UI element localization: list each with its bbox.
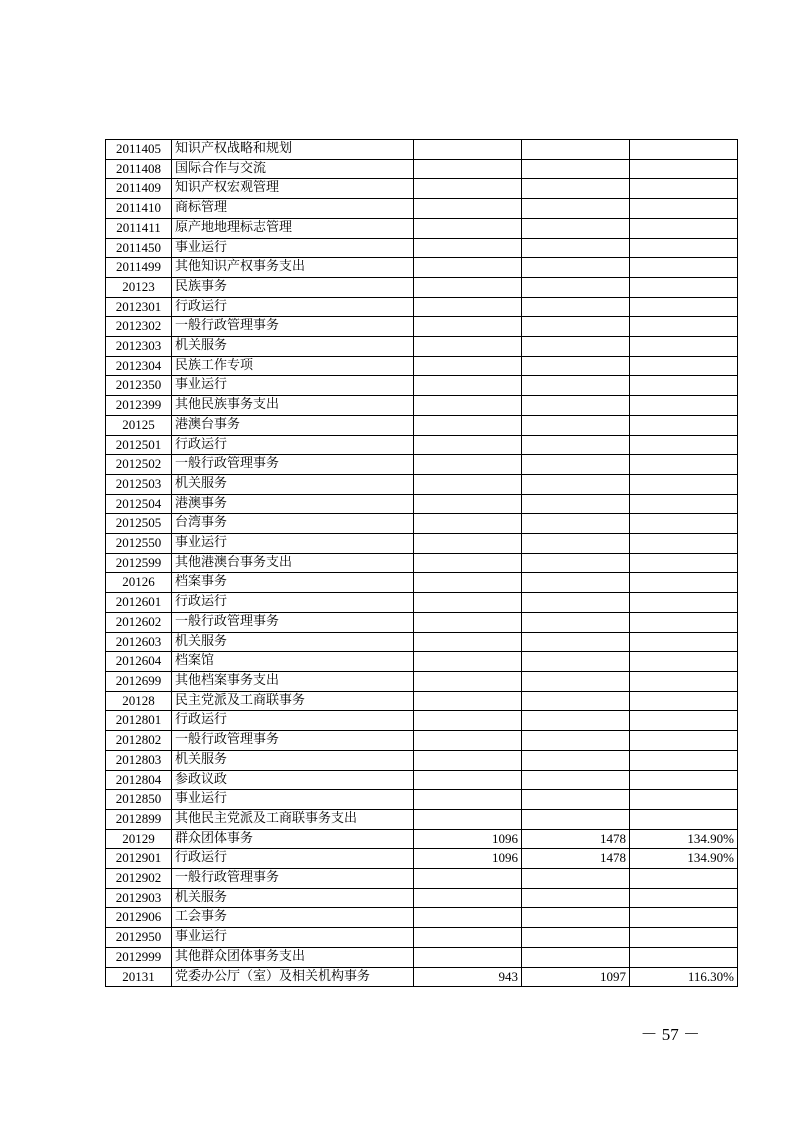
name-cell: 事业运行 xyxy=(172,928,414,948)
value-cell-2 xyxy=(522,711,630,731)
table-row xyxy=(106,671,738,691)
code-cell: 2011411 xyxy=(106,218,172,238)
name-cell: 行政运行 xyxy=(172,435,414,455)
value-cell-3 xyxy=(630,888,738,908)
code-cell: 2012903 xyxy=(106,888,172,908)
code-cell: 2011499 xyxy=(106,258,172,278)
value-cell-2 xyxy=(522,317,630,337)
code-cell: 2012399 xyxy=(106,396,172,416)
code-cell: 2012699 xyxy=(106,671,172,691)
value-cell-2: 1478 xyxy=(522,849,630,869)
value-cell-2 xyxy=(522,652,630,672)
code-cell: 20123 xyxy=(106,277,172,297)
table-row xyxy=(106,455,738,475)
value-cell-3 xyxy=(630,514,738,534)
name-cell: 港澳事务 xyxy=(172,494,414,514)
table-row xyxy=(106,849,738,869)
name-cell: 一般行政管理事务 xyxy=(172,612,414,632)
value-cell-1 xyxy=(414,593,522,613)
value-cell-2 xyxy=(522,908,630,928)
name-cell: 机关服务 xyxy=(172,750,414,770)
value-cell-1 xyxy=(414,534,522,554)
code-cell: 2012804 xyxy=(106,770,172,790)
value-cell-1 xyxy=(414,573,522,593)
value-cell-2 xyxy=(522,435,630,455)
name-cell: 行政运行 xyxy=(172,593,414,613)
name-cell: 机关服务 xyxy=(172,337,414,357)
code-cell: 2012503 xyxy=(106,474,172,494)
code-cell: 2012950 xyxy=(106,928,172,948)
name-cell: 商标管理 xyxy=(172,199,414,219)
value-cell-1 xyxy=(414,455,522,475)
value-cell-1 xyxy=(414,159,522,179)
code-cell: 20129 xyxy=(106,829,172,849)
name-cell: 工会事务 xyxy=(172,908,414,928)
value-cell-1 xyxy=(414,869,522,889)
value-cell-2: 1478 xyxy=(522,829,630,849)
name-cell: 其他群众团体事务支出 xyxy=(172,947,414,967)
value-cell-2 xyxy=(522,593,630,613)
value-cell-1 xyxy=(414,474,522,494)
value-cell-3 xyxy=(630,652,738,672)
value-cell-3 xyxy=(630,553,738,573)
code-cell: 2011405 xyxy=(106,140,172,160)
table-row xyxy=(106,199,738,219)
value-cell-3 xyxy=(630,928,738,948)
table-row xyxy=(106,750,738,770)
value-cell-3 xyxy=(630,140,738,160)
name-cell: 档案馆 xyxy=(172,652,414,672)
table-row xyxy=(106,593,738,613)
value-cell-1 xyxy=(414,947,522,967)
table-row xyxy=(106,238,738,258)
code-cell: 2012803 xyxy=(106,750,172,770)
value-cell-2 xyxy=(522,474,630,494)
code-cell: 2011450 xyxy=(106,238,172,258)
table-row xyxy=(106,474,738,494)
name-cell: 行政运行 xyxy=(172,711,414,731)
value-cell-1 xyxy=(414,415,522,435)
code-cell: 20125 xyxy=(106,415,172,435)
value-cell-3 xyxy=(630,593,738,613)
value-cell-1 xyxy=(414,396,522,416)
name-cell: 行政运行 xyxy=(172,849,414,869)
value-cell-3 xyxy=(630,199,738,219)
code-cell: 2012599 xyxy=(106,553,172,573)
code-cell: 2011408 xyxy=(106,159,172,179)
value-cell-1 xyxy=(414,297,522,317)
value-cell-1 xyxy=(414,671,522,691)
code-cell: 2012604 xyxy=(106,652,172,672)
value-cell-3 xyxy=(630,277,738,297)
value-cell-2 xyxy=(522,494,630,514)
code-cell: 2012301 xyxy=(106,297,172,317)
value-cell-2 xyxy=(522,396,630,416)
name-cell: 事业运行 xyxy=(172,790,414,810)
code-cell: 2012303 xyxy=(106,337,172,357)
value-cell-1 xyxy=(414,337,522,357)
code-cell: 2012801 xyxy=(106,711,172,731)
table-row xyxy=(106,258,738,278)
value-cell-1 xyxy=(414,908,522,928)
value-cell-2 xyxy=(522,947,630,967)
table-row xyxy=(106,770,738,790)
value-cell-3 xyxy=(630,869,738,889)
value-cell-1 xyxy=(414,553,522,573)
value-cell-2 xyxy=(522,731,630,751)
name-cell: 民族事务 xyxy=(172,277,414,297)
value-cell-3 xyxy=(630,809,738,829)
code-cell: 2012850 xyxy=(106,790,172,810)
value-cell-1 xyxy=(414,790,522,810)
value-cell-3 xyxy=(630,612,738,632)
value-cell-2 xyxy=(522,770,630,790)
value-cell-1 xyxy=(414,632,522,652)
name-cell: 其他档案事务支出 xyxy=(172,671,414,691)
value-cell-1 xyxy=(414,238,522,258)
value-cell-3 xyxy=(630,691,738,711)
table-row xyxy=(106,790,738,810)
value-cell-1: 1096 xyxy=(414,849,522,869)
value-cell-2 xyxy=(522,297,630,317)
value-cell-1 xyxy=(414,652,522,672)
name-cell: 机关服务 xyxy=(172,632,414,652)
value-cell-1 xyxy=(414,376,522,396)
name-cell: 参政议政 xyxy=(172,770,414,790)
table-body xyxy=(106,140,738,987)
table-row xyxy=(106,711,738,731)
name-cell: 一般行政管理事务 xyxy=(172,731,414,751)
value-cell-1 xyxy=(414,435,522,455)
value-cell-3 xyxy=(630,632,738,652)
name-cell: 党委办公厅（室）及相关机构事务 xyxy=(172,967,414,987)
code-cell: 2012505 xyxy=(106,514,172,534)
value-cell-3 xyxy=(630,731,738,751)
name-cell: 知识产权战略和规划 xyxy=(172,140,414,160)
value-cell-3 xyxy=(630,179,738,199)
table-row xyxy=(106,928,738,948)
name-cell: 事业运行 xyxy=(172,376,414,396)
value-cell-3 xyxy=(630,908,738,928)
table-row xyxy=(106,376,738,396)
value-cell-3 xyxy=(630,711,738,731)
name-cell: 国际合作与交流 xyxy=(172,159,414,179)
value-cell-1 xyxy=(414,770,522,790)
table-row xyxy=(106,869,738,889)
table-row xyxy=(106,277,738,297)
table-row xyxy=(106,573,738,593)
value-cell-1 xyxy=(414,277,522,297)
value-cell-1 xyxy=(414,691,522,711)
table-row xyxy=(106,218,738,238)
value-cell-2 xyxy=(522,671,630,691)
value-cell-2 xyxy=(522,691,630,711)
code-cell: 2012504 xyxy=(106,494,172,514)
name-cell: 机关服务 xyxy=(172,888,414,908)
table-row xyxy=(106,297,738,317)
value-cell-1 xyxy=(414,258,522,278)
table-row xyxy=(106,494,738,514)
value-cell-2 xyxy=(522,553,630,573)
name-cell: 档案事务 xyxy=(172,573,414,593)
code-cell: 2012802 xyxy=(106,731,172,751)
table-row xyxy=(106,317,738,337)
budget-table xyxy=(105,139,738,987)
value-cell-2 xyxy=(522,573,630,593)
name-cell: 其他知识产权事务支出 xyxy=(172,258,414,278)
value-cell-1 xyxy=(414,179,522,199)
value-cell-2 xyxy=(522,159,630,179)
value-cell-3 xyxy=(630,455,738,475)
table-row xyxy=(106,435,738,455)
code-cell: 20126 xyxy=(106,573,172,593)
name-cell: 港澳台事务 xyxy=(172,415,414,435)
name-cell: 机关服务 xyxy=(172,474,414,494)
value-cell-1 xyxy=(414,928,522,948)
code-cell: 2011409 xyxy=(106,179,172,199)
code-cell: 20131 xyxy=(106,967,172,987)
value-cell-3: 116.30% xyxy=(630,967,738,987)
name-cell: 台湾事务 xyxy=(172,514,414,534)
value-cell-1 xyxy=(414,612,522,632)
value-cell-1 xyxy=(414,711,522,731)
value-cell-3 xyxy=(630,573,738,593)
code-cell: 2012502 xyxy=(106,455,172,475)
value-cell-1 xyxy=(414,750,522,770)
table-row xyxy=(106,612,738,632)
table-row xyxy=(106,829,738,849)
table-row xyxy=(106,415,738,435)
value-cell-3 xyxy=(630,297,738,317)
code-cell: 2012902 xyxy=(106,869,172,889)
name-cell: 群众团体事务 xyxy=(172,829,414,849)
value-cell-2 xyxy=(522,277,630,297)
value-cell-2: 1097 xyxy=(522,967,630,987)
name-cell: 其他港澳台事务支出 xyxy=(172,553,414,573)
code-cell: 2012603 xyxy=(106,632,172,652)
table-row xyxy=(106,908,738,928)
value-cell-1 xyxy=(414,731,522,751)
table-row xyxy=(106,888,738,908)
code-cell: 2012550 xyxy=(106,534,172,554)
value-cell-1 xyxy=(414,140,522,160)
table-row xyxy=(106,159,738,179)
table-row xyxy=(106,731,738,751)
value-cell-2 xyxy=(522,199,630,219)
value-cell-1 xyxy=(414,514,522,534)
name-cell: 事业运行 xyxy=(172,534,414,554)
value-cell-2 xyxy=(522,790,630,810)
name-cell: 事业运行 xyxy=(172,238,414,258)
table-row xyxy=(106,809,738,829)
page-number: － 57 － xyxy=(640,1025,700,1044)
name-cell: 一般行政管理事务 xyxy=(172,317,414,337)
value-cell-3 xyxy=(630,317,738,337)
value-cell-2 xyxy=(522,928,630,948)
value-cell-1 xyxy=(414,356,522,376)
value-cell-3 xyxy=(630,790,738,810)
code-cell: 2012350 xyxy=(106,376,172,396)
value-cell-1 xyxy=(414,317,522,337)
value-cell-2 xyxy=(522,534,630,554)
value-cell-3 xyxy=(630,396,738,416)
value-cell-3 xyxy=(630,159,738,179)
name-cell: 原产地地理标志管理 xyxy=(172,218,414,238)
value-cell-3 xyxy=(630,337,738,357)
table-row xyxy=(106,947,738,967)
value-cell-3: 134.90% xyxy=(630,829,738,849)
value-cell-3 xyxy=(630,376,738,396)
table-row xyxy=(106,652,738,672)
value-cell-2 xyxy=(522,179,630,199)
name-cell: 民主党派及工商联事务 xyxy=(172,691,414,711)
name-cell: 一般行政管理事务 xyxy=(172,869,414,889)
value-cell-1 xyxy=(414,494,522,514)
value-cell-3 xyxy=(630,534,738,554)
value-cell-2 xyxy=(522,140,630,160)
table-row xyxy=(106,553,738,573)
name-cell: 一般行政管理事务 xyxy=(172,455,414,475)
value-cell-3 xyxy=(630,435,738,455)
value-cell-3 xyxy=(630,671,738,691)
table-row xyxy=(106,396,738,416)
value-cell-2 xyxy=(522,888,630,908)
value-cell-3 xyxy=(630,494,738,514)
value-cell-3 xyxy=(630,474,738,494)
value-cell-2 xyxy=(522,632,630,652)
value-cell-2 xyxy=(522,218,630,238)
code-cell: 2012901 xyxy=(106,849,172,869)
value-cell-3 xyxy=(630,770,738,790)
name-cell: 知识产权宏观管理 xyxy=(172,179,414,199)
value-cell-2 xyxy=(522,455,630,475)
code-cell: 2012899 xyxy=(106,809,172,829)
code-cell: 2012906 xyxy=(106,908,172,928)
name-cell: 其他民族事务支出 xyxy=(172,396,414,416)
code-cell: 2012304 xyxy=(106,356,172,376)
value-cell-3 xyxy=(630,356,738,376)
value-cell-3 xyxy=(630,238,738,258)
table-row xyxy=(106,140,738,160)
table-row xyxy=(106,691,738,711)
value-cell-1: 943 xyxy=(414,967,522,987)
value-cell-2 xyxy=(522,612,630,632)
table-row xyxy=(106,356,738,376)
code-cell: 20128 xyxy=(106,691,172,711)
name-cell: 行政运行 xyxy=(172,297,414,317)
table-row xyxy=(106,632,738,652)
code-cell: 2012602 xyxy=(106,612,172,632)
code-cell: 2012999 xyxy=(106,947,172,967)
value-cell-2 xyxy=(522,258,630,278)
budget-table-container xyxy=(105,139,738,987)
value-cell-1 xyxy=(414,888,522,908)
value-cell-3 xyxy=(630,750,738,770)
value-cell-3 xyxy=(630,415,738,435)
value-cell-2 xyxy=(522,356,630,376)
value-cell-1 xyxy=(414,809,522,829)
value-cell-1: 1096 xyxy=(414,829,522,849)
value-cell-2 xyxy=(522,376,630,396)
value-cell-3 xyxy=(630,258,738,278)
table-row xyxy=(106,967,738,987)
table-row xyxy=(106,179,738,199)
value-cell-3 xyxy=(630,218,738,238)
value-cell-2 xyxy=(522,809,630,829)
table-row xyxy=(106,514,738,534)
name-cell: 其他民主党派及工商联事务支出 xyxy=(172,809,414,829)
value-cell-3 xyxy=(630,947,738,967)
value-cell-3: 134.90% xyxy=(630,849,738,869)
code-cell: 2012601 xyxy=(106,593,172,613)
value-cell-2 xyxy=(522,869,630,889)
value-cell-1 xyxy=(414,199,522,219)
name-cell: 民族工作专项 xyxy=(172,356,414,376)
value-cell-2 xyxy=(522,238,630,258)
table-row xyxy=(106,337,738,357)
value-cell-2 xyxy=(522,750,630,770)
code-cell: 2012501 xyxy=(106,435,172,455)
table-row xyxy=(106,534,738,554)
value-cell-2 xyxy=(522,415,630,435)
value-cell-2 xyxy=(522,514,630,534)
value-cell-1 xyxy=(414,218,522,238)
value-cell-2 xyxy=(522,337,630,357)
code-cell: 2011410 xyxy=(106,199,172,219)
code-cell: 2012302 xyxy=(106,317,172,337)
